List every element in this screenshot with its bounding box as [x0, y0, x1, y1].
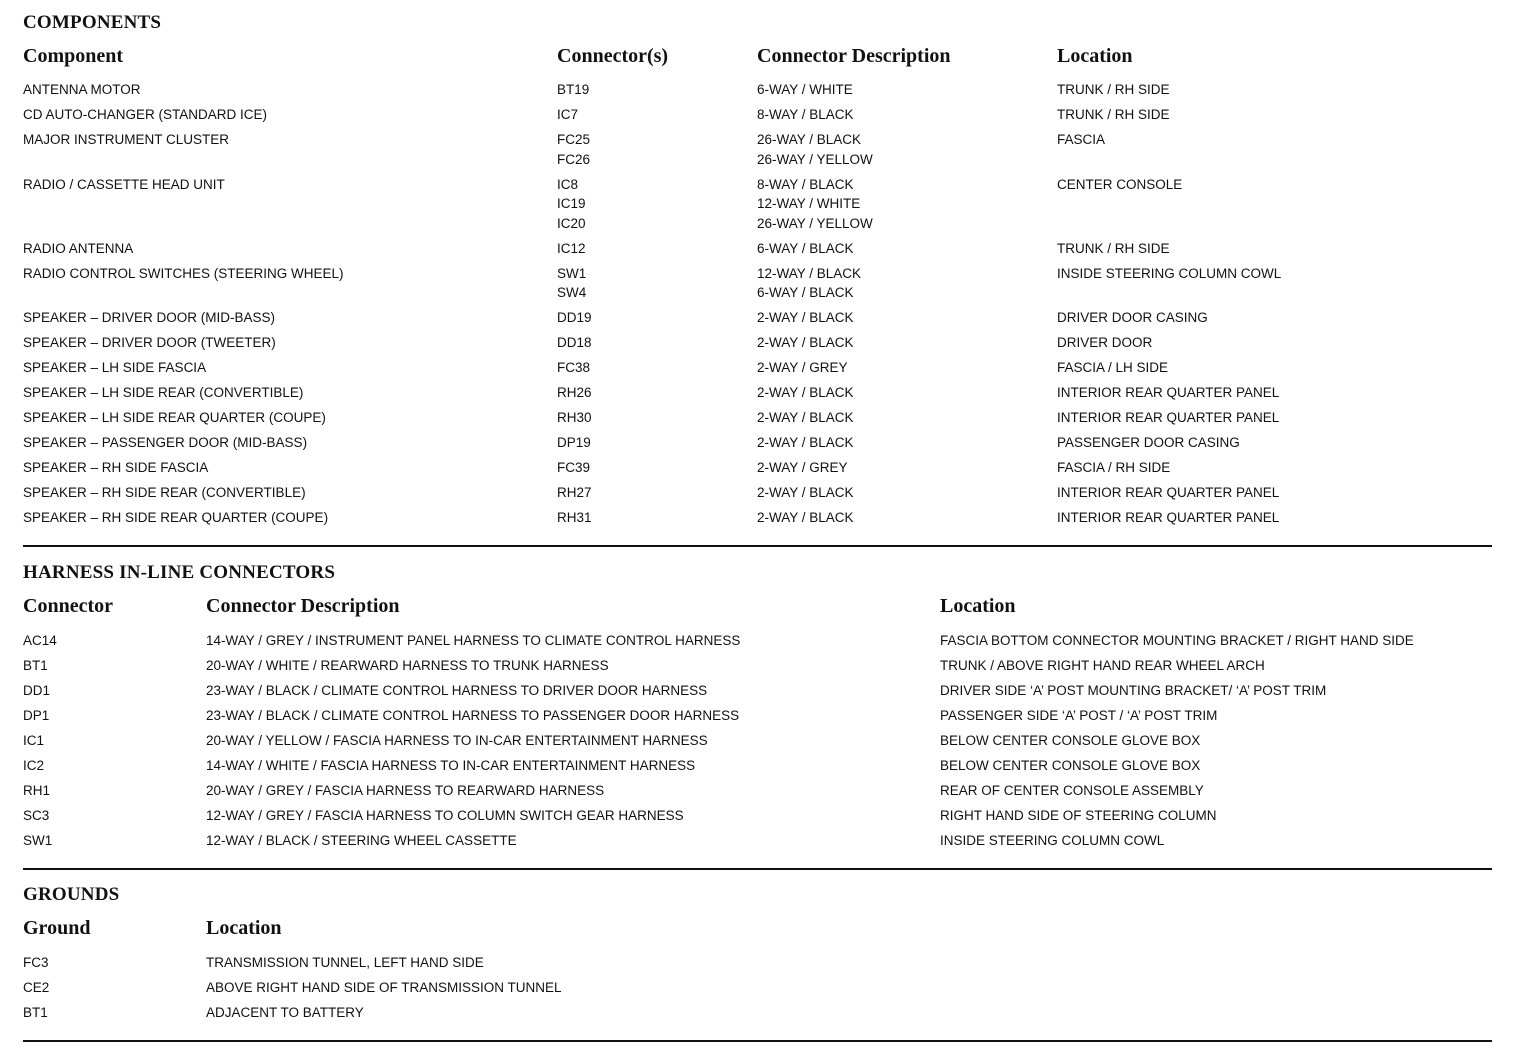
- connector-description: 8-WAY / BLACK: [757, 107, 854, 122]
- component-name: SPEAKER – RH SIDE REAR QUARTER (COUPE): [23, 510, 329, 525]
- connector-id: SW1: [557, 265, 587, 281]
- table-row: [23, 383, 1492, 403]
- grounds-header-location: Location: [206, 917, 282, 939]
- connector-id: SW4: [557, 285, 587, 300]
- connector-list: [557, 333, 592, 353]
- connector-list: [557, 358, 590, 378]
- table-row: [23, 105, 1492, 125]
- component-location: TRUNK / RH SIDE: [1057, 240, 1170, 256]
- connector-description: 2-WAY / BLACK: [757, 435, 854, 450]
- table-row: [23, 458, 1492, 478]
- component-location: TRUNK / RH SIDE: [1057, 107, 1170, 122]
- connector-list: [557, 239, 586, 259]
- component-location: INTERIOR REAR QUARTER PANEL: [1057, 510, 1280, 525]
- connector-description-list: [757, 433, 854, 453]
- connector-description: 2-WAY / GREY: [757, 360, 848, 375]
- table-row: [23, 681, 1492, 701]
- harness-table: [23, 631, 1492, 856]
- connector-id: IC12: [557, 240, 586, 256]
- component-name: RADIO / CASSETTE HEAD UNIT: [23, 176, 225, 192]
- component-name: MAJOR INSTRUMENT CLUSTER: [23, 132, 230, 147]
- connector-description: 2-WAY / BLACK: [757, 485, 854, 500]
- table-row: [23, 1003, 1492, 1023]
- connector-description-list: [757, 358, 848, 378]
- table-row: [23, 80, 1492, 100]
- table-row: [23, 731, 1492, 751]
- table-row: [23, 631, 1492, 651]
- connector-description: 26-WAY / BLACK: [757, 132, 862, 147]
- connector-description: 26-WAY / YELLOW: [757, 151, 873, 167]
- harness-connector-id: SW1: [23, 833, 53, 848]
- table-row: [23, 656, 1492, 676]
- component-location: FASCIA: [1057, 132, 1106, 147]
- table-row: [23, 978, 1492, 998]
- harness-connector-description: 20-WAY / YELLOW / FASCIA HARNESS TO IN-CAR ENTERTAINMENT HARNESS: [206, 733, 708, 748]
- harness-connector-location: INSIDE STEERING COLUMN COWL: [940, 833, 1165, 848]
- table-row: [23, 408, 1492, 428]
- connector-list: [557, 458, 590, 478]
- connector-id: IC8: [557, 176, 579, 192]
- component-name: SPEAKER – PASSENGER DOOR (MID-BASS): [23, 435, 308, 450]
- connector-list: [557, 508, 592, 528]
- connector-description-list: [757, 458, 848, 478]
- connector-list: [557, 383, 592, 403]
- connector-description-list: [757, 408, 854, 428]
- connector-description-list: [757, 483, 854, 503]
- component-name: SPEAKER – LH SIDE REAR (CONVERTIBLE): [23, 385, 304, 400]
- component-name: SPEAKER – LH SIDE FASCIA: [23, 360, 207, 375]
- connector-id: FC26: [557, 151, 591, 167]
- connector-description: 2-WAY / GREY: [757, 460, 848, 475]
- component-location: DRIVER DOOR CASING: [1057, 310, 1208, 325]
- component-name: SPEAKER – LH SIDE REAR QUARTER (COUPE): [23, 410, 326, 425]
- connector-description: 6-WAY / WHITE: [757, 82, 853, 97]
- ground-id: FC3: [23, 955, 49, 970]
- components-table: [23, 80, 1492, 533]
- table-row: [23, 806, 1492, 826]
- table-row: [23, 706, 1492, 726]
- table-row: [23, 308, 1492, 328]
- ground-location: TRANSMISSION TUNNEL, LEFT HAND SIDE: [206, 955, 484, 970]
- harness-connector-location: DRIVER SIDE ‘A’ POST MOUNTING BRACKET/ ‘A’ POST TRIM: [940, 683, 1327, 698]
- harness-connector-id: SC3: [23, 808, 50, 823]
- connector-description: 2-WAY / BLACK: [757, 310, 854, 325]
- connector-list: [557, 264, 586, 303]
- grounds-table: [23, 953, 1492, 1028]
- connector-description-list: [757, 264, 861, 303]
- harness-connector-description: 12-WAY / GREY / FASCIA HARNESS TO COLUMN SWITCH GEAR HARNESS: [206, 808, 684, 823]
- component-location: INTERIOR REAR QUARTER PANEL: [1057, 385, 1280, 400]
- harness-connector-location: FASCIA BOTTOM CONNECTOR MOUNTING BRACKET / RIGHT HAND SIDE: [940, 633, 1414, 648]
- section-divider: [23, 1040, 1492, 1042]
- connector-id: IC20: [557, 215, 586, 231]
- component-location: CENTER CONSOLE: [1057, 176, 1183, 192]
- components-header-location: Location: [1057, 45, 1133, 67]
- component-name: ANTENNA MOTOR: [23, 82, 141, 97]
- component-name: SPEAKER – DRIVER DOOR (MID-BASS): [23, 310, 276, 325]
- connector-id: BT19: [557, 82, 590, 97]
- connector-description-list: [757, 105, 854, 125]
- harness-connector-description: 23-WAY / BLACK / CLIMATE CONTROL HARNESS TO DRIVER DOOR HARNESS: [206, 683, 708, 698]
- components-header-connectors: Connector(s): [557, 45, 669, 67]
- connector-list: [557, 105, 578, 125]
- connector-list: [557, 80, 589, 100]
- connector-id: DP19: [557, 435, 591, 450]
- table-row: [23, 333, 1492, 353]
- ground-location: ADJACENT TO BATTERY: [206, 1005, 364, 1020]
- table-row: [23, 781, 1492, 801]
- connector-description: 12-WAY / WHITE: [757, 196, 861, 211]
- connector-list: [557, 408, 592, 428]
- table-row: [23, 433, 1492, 453]
- harness-connector-description: 20-WAY / WHITE / REARWARD HARNESS TO TRUNK HARNESS: [206, 658, 609, 673]
- connector-description-list: [757, 508, 854, 528]
- harness-connector-id: DP1: [23, 708, 50, 723]
- connector-id: RH30: [557, 410, 592, 425]
- component-name: CD AUTO-CHANGER (STANDARD ICE): [23, 107, 268, 122]
- component-location: TRUNK / RH SIDE: [1057, 82, 1170, 97]
- harness-section-title: HARNESS IN-LINE CONNECTORS: [23, 562, 336, 583]
- connector-description-list: [757, 333, 854, 353]
- table-row: [23, 756, 1492, 776]
- connector-description-list: [757, 130, 873, 169]
- components-section-title: COMPONENTS: [23, 12, 162, 33]
- harness-connector-id: IC1: [23, 733, 45, 748]
- component-name: SPEAKER – RH SIDE REAR (CONVERTIBLE): [23, 485, 306, 500]
- harness-connector-id: DD1: [23, 683, 51, 698]
- harness-connector-location: PASSENGER SIDE ‘A’ POST / ‘A’ POST TRIM: [940, 708, 1218, 723]
- connector-description: 8-WAY / BLACK: [757, 176, 854, 192]
- harness-header-location: Location: [940, 595, 1016, 617]
- component-location: FASCIA / LH SIDE: [1057, 360, 1169, 375]
- components-header-description: Connector Description: [757, 45, 951, 67]
- table-row: [23, 239, 1492, 259]
- harness-connector-description: 23-WAY / BLACK / CLIMATE CONTROL HARNESS TO PASSENGER DOOR HARNESS: [206, 708, 740, 723]
- harness-connector-location: BELOW CENTER CONSOLE GLOVE BOX: [940, 758, 1201, 773]
- connector-id: DD19: [557, 310, 592, 325]
- ground-id: BT1: [23, 1005, 48, 1020]
- harness-connector-id: AC14: [23, 633, 57, 648]
- component-location: FASCIA / RH SIDE: [1057, 460, 1171, 475]
- connector-description-list: [757, 175, 873, 234]
- connector-id: RH31: [557, 510, 592, 525]
- connector-description: 26-WAY / YELLOW: [757, 215, 873, 231]
- connector-id: RH26: [557, 385, 592, 400]
- connector-id: DD18: [557, 335, 592, 350]
- ground-id: CE2: [23, 980, 50, 995]
- component-name: SPEAKER – DRIVER DOOR (TWEETER): [23, 335, 276, 350]
- connector-list: [557, 483, 592, 503]
- harness-connector-description: 12-WAY / BLACK / STEERING WHEEL CASSETTE: [206, 833, 517, 848]
- component-location: INSIDE STEERING COLUMN COWL: [1057, 265, 1282, 281]
- table-row: [23, 358, 1492, 378]
- component-name: RADIO ANTENNA: [23, 240, 134, 256]
- connector-list: [557, 308, 592, 328]
- connector-id: FC38: [557, 360, 591, 375]
- harness-connector-id: RH1: [23, 783, 51, 798]
- section-divider: [23, 545, 1492, 547]
- connector-description: 6-WAY / BLACK: [757, 240, 854, 256]
- harness-connector-id: IC2: [23, 758, 45, 773]
- connector-description-list: [757, 239, 854, 259]
- table-row: [23, 508, 1492, 528]
- harness-connector-description: 20-WAY / GREY / FASCIA HARNESS TO REARWARD HARNESS: [206, 783, 605, 798]
- connector-id: FC39: [557, 460, 591, 475]
- connector-description: 2-WAY / BLACK: [757, 335, 854, 350]
- connector-id: RH27: [557, 485, 592, 500]
- component-location: INTERIOR REAR QUARTER PANEL: [1057, 485, 1280, 500]
- harness-header-description: Connector Description: [206, 595, 400, 617]
- connector-description: 2-WAY / BLACK: [757, 510, 854, 525]
- section-divider: [23, 868, 1492, 870]
- harness-connector-location: REAR OF CENTER CONSOLE ASSEMBLY: [940, 783, 1204, 798]
- harness-connector-location: TRUNK / ABOVE RIGHT HAND REAR WHEEL ARCH: [940, 658, 1265, 673]
- table-row: [23, 953, 1492, 973]
- table-row: [23, 483, 1492, 503]
- connector-list: [557, 433, 591, 453]
- connector-description: 6-WAY / BLACK: [757, 285, 854, 300]
- connector-description: 2-WAY / BLACK: [757, 410, 854, 425]
- grounds-section-title: GROUNDS: [23, 884, 120, 905]
- harness-connector-location: RIGHT HAND SIDE OF STEERING COLUMN: [940, 808, 1217, 823]
- connector-list: [557, 175, 586, 234]
- harness-connector-location: BELOW CENTER CONSOLE GLOVE BOX: [940, 733, 1201, 748]
- connector-description: 12-WAY / BLACK: [757, 265, 862, 281]
- connector-description-list: [757, 308, 854, 328]
- table-row: [23, 831, 1492, 851]
- ground-location: ABOVE RIGHT HAND SIDE OF TRANSMISSION TUNNEL: [206, 980, 562, 995]
- harness-header-connector: Connector: [23, 595, 113, 617]
- table-row: [23, 130, 1492, 169]
- connector-id: FC25: [557, 132, 591, 147]
- components-header-component: Component: [23, 45, 124, 67]
- connector-description: 2-WAY / BLACK: [757, 385, 854, 400]
- component-location: PASSENGER DOOR CASING: [1057, 435, 1240, 450]
- component-location: DRIVER DOOR: [1057, 335, 1153, 350]
- connector-id: IC19: [557, 196, 586, 211]
- harness-connector-description: 14-WAY / WHITE / FASCIA HARNESS TO IN-CAR ENTERTAINMENT HARNESS: [206, 758, 696, 773]
- component-name: RADIO CONTROL SWITCHES (STEERING WHEEL): [23, 265, 344, 281]
- grounds-header-ground: Ground: [23, 917, 91, 939]
- connector-list: [557, 130, 590, 169]
- component-name: SPEAKER – RH SIDE FASCIA: [23, 460, 209, 475]
- connector-description-list: [757, 80, 853, 100]
- connector-id: IC7: [557, 107, 579, 122]
- harness-connector-id: BT1: [23, 658, 48, 673]
- harness-connector-description: 14-WAY / GREY / INSTRUMENT PANEL HARNESS TO CLIMATE CONTROL HARNESS: [206, 633, 741, 648]
- table-row: [23, 175, 1492, 234]
- table-row: [23, 264, 1492, 303]
- connector-description-list: [757, 383, 854, 403]
- component-location: INTERIOR REAR QUARTER PANEL: [1057, 410, 1280, 425]
